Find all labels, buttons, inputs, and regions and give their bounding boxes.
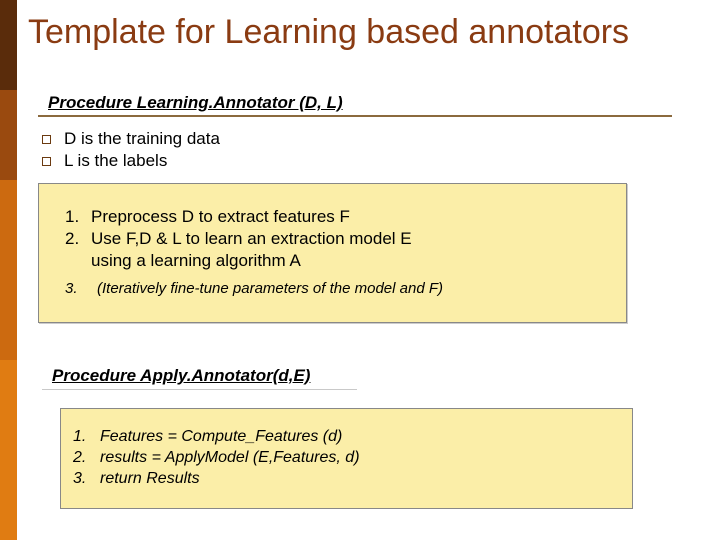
step-item (73, 426, 360, 447)
step-item (73, 447, 360, 468)
step-text: (Iteratively fine-tune parameters of the model and F) (97, 280, 443, 297)
sidebar-segment (0, 180, 17, 360)
step-number: 3. (65, 280, 78, 297)
bullet-text: L is the labels (64, 151, 168, 170)
sidebar-segment (0, 0, 17, 90)
sidebar-segment (0, 360, 17, 540)
step-number: 3. (73, 470, 87, 487)
square-bullet-icon (42, 135, 51, 144)
learning-steps-box (38, 183, 627, 323)
step-item (65, 206, 443, 228)
step-text: results = ApplyModel (E,Features, d) (100, 449, 360, 466)
learning-steps-list (65, 206, 443, 300)
step-item (65, 278, 443, 300)
step-text: Preprocess D to extract features F (91, 207, 350, 226)
step-number: 2. (73, 449, 87, 466)
bullet-item (40, 150, 220, 172)
step-item (65, 228, 443, 250)
procedure-apply-heading: Procedure Apply.Annotator(d,E) (52, 366, 311, 385)
step-number: 2. (65, 229, 80, 248)
bullet-list (40, 128, 220, 172)
sidebar-decoration (0, 0, 17, 540)
step-number: 1. (65, 207, 80, 226)
heading-rule (38, 115, 672, 117)
apply-steps-box (60, 408, 633, 509)
square-bullet-icon (42, 157, 51, 166)
step-item (65, 250, 443, 272)
bullet-text: D is the training data (64, 129, 220, 148)
step-item (73, 468, 360, 489)
procedure-learning-heading: Procedure Learning.Annotator (D, L) (48, 93, 343, 112)
step-text: return Results (100, 470, 200, 487)
slide-title: Template for Learning based annotators (28, 13, 630, 51)
bullet-item (40, 128, 220, 150)
heading-underline (42, 389, 357, 390)
step-number (65, 250, 91, 272)
step-text: Features = Compute_Features (d) (100, 428, 343, 445)
step-text: using a learning algorithm A (91, 251, 301, 270)
sidebar-segment (0, 90, 17, 180)
step-number: 1. (73, 428, 87, 445)
step-text: Use F,D & L to learn an extraction model E (91, 229, 412, 248)
apply-steps-list (73, 426, 360, 489)
